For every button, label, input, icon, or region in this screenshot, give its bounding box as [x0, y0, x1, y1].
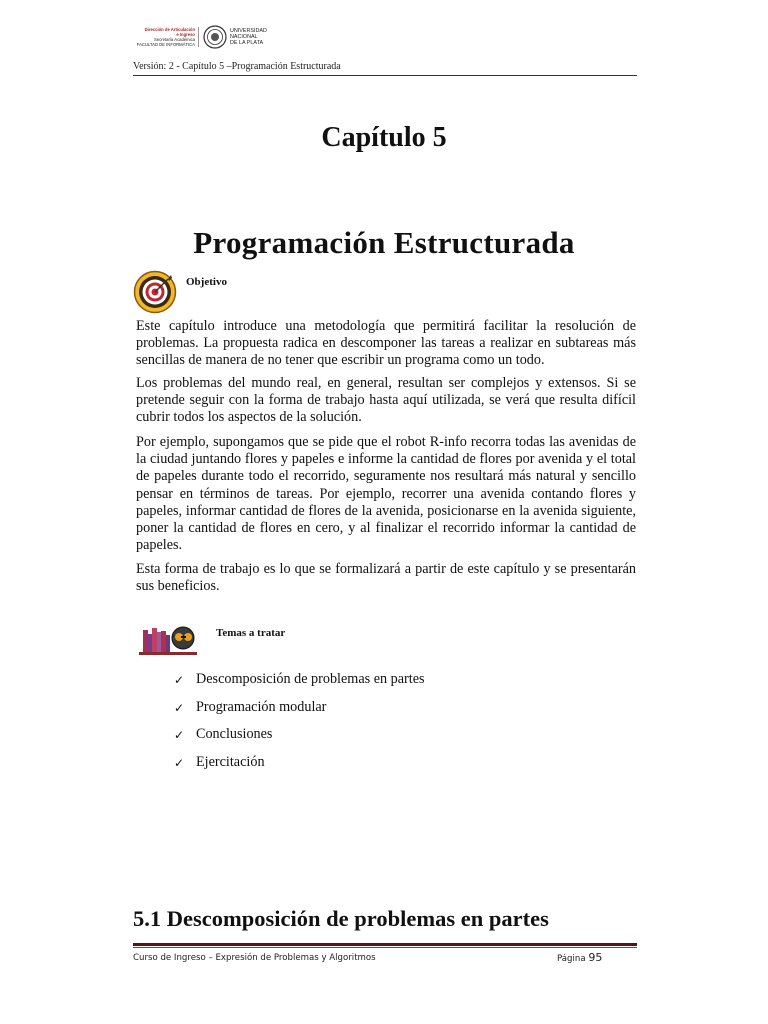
page-title: Programación Estructurada — [193, 225, 575, 260]
topic-item — [174, 671, 425, 699]
univ-line-1: UNIVERSIDAD — [230, 27, 267, 34]
checkmark-icon: ✓ — [174, 673, 185, 687]
footer-rule-thin — [133, 947, 637, 948]
footer-page — [557, 951, 602, 964]
page-label: Página — [557, 954, 586, 964]
dept-line-3: Secretaría Académica — [154, 37, 195, 42]
topics-list — [174, 671, 425, 782]
header-rule — [133, 75, 637, 76]
topic-label: Programación modular — [196, 698, 327, 715]
footer-course: Curso de Ingreso – Expresión de Problemas y Algoritmos — [133, 953, 376, 963]
univ-line-2: NACIONAL — [230, 33, 258, 40]
header-logo — [133, 16, 281, 58]
checkmark-icon: ✓ — [174, 756, 185, 771]
checkmark-icon: ✓ — [174, 700, 185, 715]
university-seal-icon — [203, 25, 227, 49]
temas-label: Temas a tratar — [216, 627, 286, 639]
target-icon — [133, 270, 177, 314]
paragraph-1: Este capítulo introduce una metodología que permitirá facilitar la resolución de problemas. La propuesta radica en descomponer las tareas a realizar en subtareas más sencillas de manera de no tener que escribir un programa como un todo. — [136, 318, 636, 369]
university-name — [230, 28, 267, 47]
dept-line-4: FACULTAD DE INFORMÁTICA — [136, 42, 195, 48]
page-number: 95 — [588, 951, 603, 964]
objetivo-label: Objetivo — [186, 276, 227, 288]
footer-rule — [133, 943, 637, 946]
version-header: Versión: 2 - Capítulo 5 –Programación Estructurada — [133, 61, 341, 72]
topic-label: Conclusiones — [196, 726, 273, 743]
dept-line-2: e Ingreso — [176, 31, 195, 37]
topic-label: Descomposición de problemas en partes — [196, 671, 425, 687]
paragraph-2: Los problemas del mundo real, en general, resultan ser complejos y extensos. Si se pretende seguir con la forma de trabajo hasta aquí utilizada, se verá que resulta difícil cubrir todos los aspectos de la solución. — [136, 375, 636, 426]
univ-line-3: DE LA PLATA — [230, 40, 264, 47]
section-heading: 5.1 Descomposición de problemas en partes — [133, 906, 549, 931]
topic-item — [174, 754, 425, 782]
dept-line-1: Dirección de Articulación — [144, 26, 195, 32]
books-icon — [137, 622, 203, 658]
checkmark-icon: ✓ — [174, 728, 185, 743]
topic-label: Ejercitación — [196, 754, 265, 771]
paragraph-3: Por ejemplo, supongamos que se pide que el robot R-info recorra todas las avenidas de la ciudad juntando flores y papeles e informe la cantidad de flores por avenida y el total de papeles durante todo el recorrido, seguramente nos resultará más natural y sencillo pensar en términos de tareas. Por ejemplo, recorrer una avenida contando flores y papeles, informar cantidad de flores de la avenida, posicionarse en la avenida siguiente, poner la cantidad de flores en cero, y al finalizar el recorrido informar la cantidad de papeles. — [136, 434, 636, 554]
topic-item — [174, 699, 425, 727]
chapter-heading: Capítulo 5 — [321, 122, 447, 153]
topic-item — [174, 726, 425, 754]
department-name — [133, 27, 199, 48]
paragraph-4: Esta forma de trabajo es lo que se formalizará a partir de este capítulo y se presentarán sus beneficios. — [136, 561, 636, 595]
